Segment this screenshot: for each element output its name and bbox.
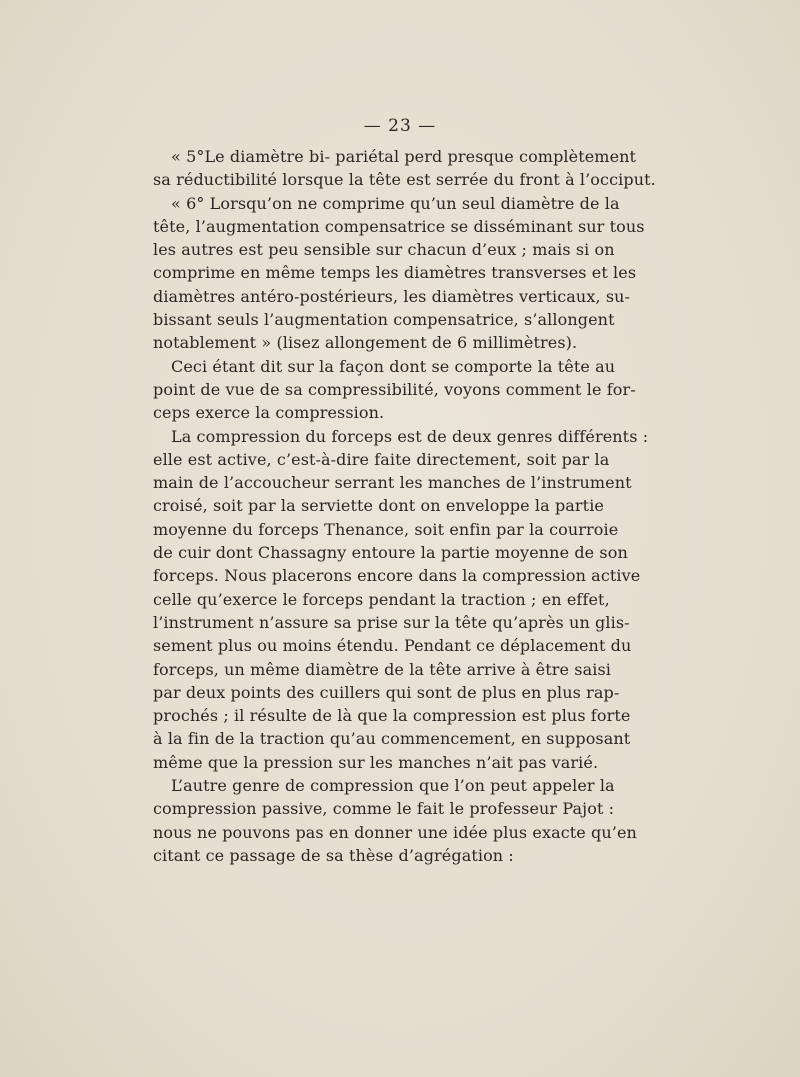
text-line: sement plus ou moins étendu. Pendant ce déplacement du (153, 636, 632, 656)
text-line: même que la pression sur les manches n’ait pas varié. (153, 752, 599, 772)
text-line: nous ne pouvons pas en donner une idée plus exacte qu’en (153, 822, 637, 842)
text-line: forceps, un même diamètre de la tête arrive à être saisi (153, 659, 611, 679)
text-line: croisé, soit par la serviette dont on enveloppe la partie (153, 496, 604, 516)
text-line: « 6° Lorsqu’on ne comprime qu’un seul diamètre de la (171, 193, 620, 213)
text-line: prochés ; il résulte de là que la compression est plus forte (153, 706, 631, 726)
text-line: moyenne du forceps Thenance, soit enfin par la courroie (153, 519, 619, 539)
text-line: point de vue de sa compressibilité, voyons comment le for- (153, 379, 636, 399)
text-line: par deux points des cuillers qui sont de plus en plus rap- (153, 682, 620, 702)
page-number: — 23 — (363, 116, 437, 136)
text-line: diamètres antéro-postérieurs, les diamètres verticaux, su- (153, 286, 631, 306)
text-line: tête, l’augmentation compensatrice se disséminant sur tous (153, 216, 645, 236)
text-line: « 5°Le diamètre bi- pariétal perd presque complètement (171, 147, 637, 166)
body-text (153, 145, 656, 867)
text-line: ceps exerce la compression. (153, 403, 385, 423)
text-line: celle qu’exerce le forceps pendant la traction ; en effet, (153, 589, 610, 609)
text-line: l’instrument n’assure sa prise sur la tête qu’après un glis- (153, 612, 630, 632)
text-line: Ceci étant dit sur la façon dont se comporte la tête au (171, 356, 616, 376)
text-line: sa réductibilité lorsque la tête est serrée du front à l’occiput. (153, 170, 656, 190)
text-line: elle est active, c’est-à-dire faite directement, soit par la (153, 449, 610, 469)
text-line: L’autre genre de compression que l’on peut appeler la (171, 776, 615, 796)
text-line: de cuir dont Chassagny entoure la partie moyenne de son (153, 543, 628, 563)
text-line: forceps. Nous placerons encore dans la compression active (153, 566, 641, 586)
text-line: compression passive, comme le fait le professeur Pajot : (153, 799, 615, 819)
text-line: bissant seuls l’augmentation compensatrice, s’allongent (153, 310, 615, 330)
text-line: main de l’accoucheur serrant les manches de l’instrument (153, 473, 632, 493)
text-line: notablement » (lisez allongement de 6 millimètres). (153, 333, 578, 353)
text-line: comprime en même temps les diamètres transverses et les (153, 263, 637, 283)
text-line: à la fin de la traction qu’au commencement, en supposant (153, 729, 631, 749)
text-line: La compression du forceps est de deux genres différents : (171, 426, 649, 446)
text-line: les autres est peu sensible sur chacun d’eux ; mais si on (153, 240, 615, 260)
text-line: citant ce passage de sa thèse d’agrégation : (153, 845, 514, 865)
